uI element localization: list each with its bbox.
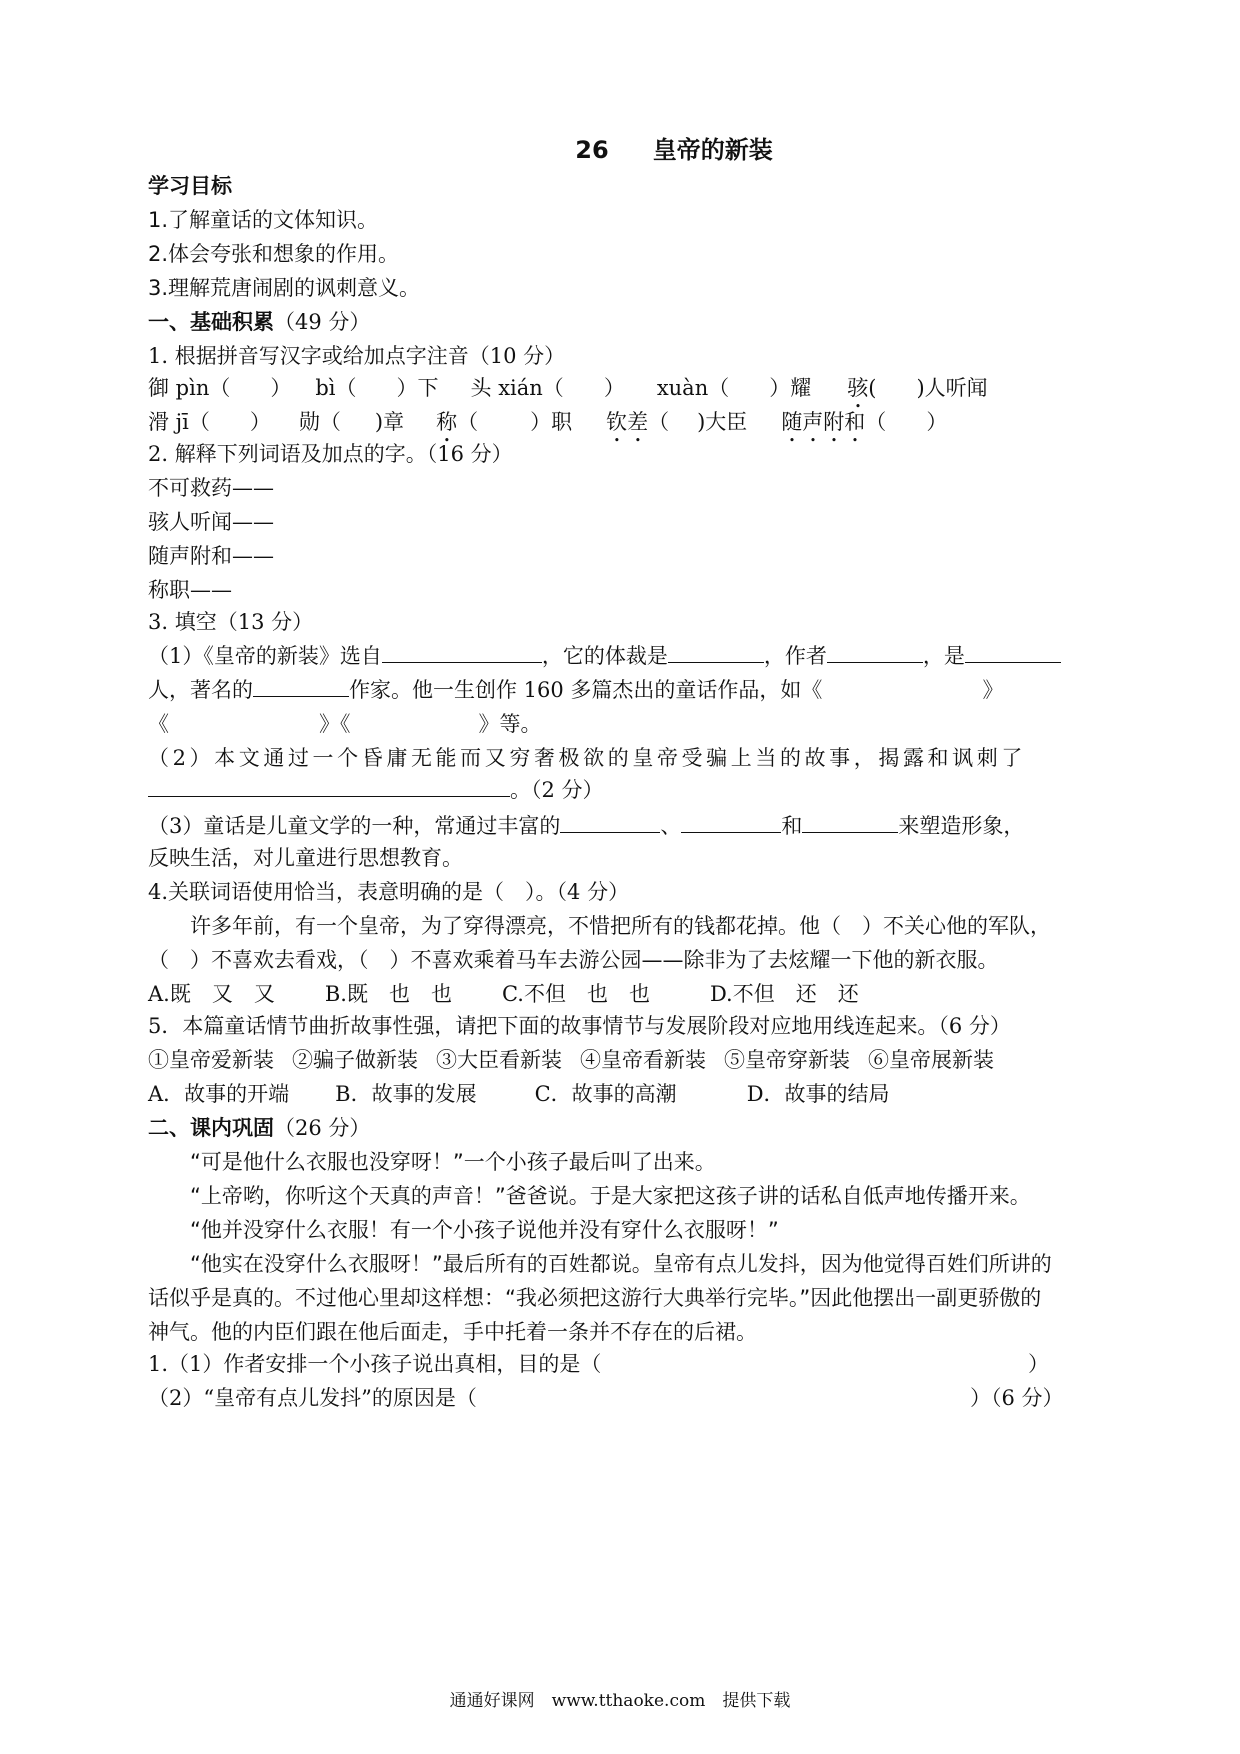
option-b[interactable]: B.既 也 也 bbox=[324, 982, 452, 1006]
pinyin-item: )人听闻 bbox=[916, 376, 988, 400]
section-heading bbox=[148, 308, 1100, 336]
answer-blank[interactable] bbox=[681, 812, 781, 833]
passage-line: “他并没穿什么衣服！有一个小孩子说他并没有穿什么衣服呀！” bbox=[190, 1218, 779, 1242]
pinyin-item: )章 bbox=[374, 410, 405, 434]
goal-item: 3.理解荒唐闹剧的讽刺意义。 bbox=[148, 276, 421, 300]
plot-item: ⑤皇帝穿新装 bbox=[724, 1048, 850, 1072]
fill-text: 。（2 分） bbox=[510, 778, 604, 802]
pinyin-item: xuàn（ bbox=[656, 376, 730, 400]
pinyin-item: 滑 jī（ bbox=[148, 410, 210, 434]
passage-line: 话似乎是真的。不过他心里却这样想：“我必须把这游行大典举行完毕。”因此他摆出一副更骄傲的 bbox=[148, 1286, 1042, 1310]
plot-item: ①皇帝爱新装 bbox=[148, 1048, 274, 1072]
answer-blank[interactable] bbox=[802, 812, 898, 833]
options-row bbox=[148, 980, 1100, 1008]
pinyin-item: 御 pìn（ bbox=[148, 376, 231, 400]
answer-blank[interactable] bbox=[560, 812, 660, 833]
page-footer: 通通好课网 www.tthaoke.com 提供下载 bbox=[449, 1691, 791, 1711]
section-title: 一、基础积累 bbox=[148, 310, 274, 334]
question-line bbox=[148, 1384, 1100, 1412]
plot-item: ③大臣看新装 bbox=[436, 1048, 562, 1072]
lesson-number: 26 bbox=[575, 136, 609, 164]
fill-line bbox=[148, 642, 1100, 670]
question-stem: 5．本篇童话情节曲折故事性强，请把下面的故事情节与发展阶段对应地用线连起来。（6 分） bbox=[148, 1014, 1011, 1038]
pinyin-item: ） bbox=[603, 376, 625, 400]
option-a[interactable]: A.既 又 又 bbox=[148, 982, 275, 1006]
stage-item: B．故事的发展 bbox=[335, 1082, 477, 1106]
answer-blank[interactable] bbox=[668, 642, 764, 663]
question-line bbox=[148, 1350, 1100, 1378]
fill-line bbox=[148, 710, 1100, 738]
plot-item: ⑥皇帝展新装 bbox=[868, 1048, 994, 1072]
pinyin-item: 勋（ bbox=[298, 410, 341, 434]
fill-text: 人，著名的 bbox=[148, 678, 253, 702]
fill-text: ，作者 bbox=[763, 644, 827, 668]
pinyin-item: ） bbox=[926, 410, 948, 434]
vocab-item: 称职—— bbox=[148, 578, 232, 602]
pinyin-item: ）职 bbox=[530, 410, 573, 434]
plot-row bbox=[148, 1046, 1100, 1074]
lesson-title: 皇帝的新装 bbox=[652, 136, 773, 164]
answer-blank[interactable] bbox=[827, 642, 923, 663]
section-score: （26 分） bbox=[274, 1116, 371, 1140]
stage-row bbox=[148, 1080, 1100, 1108]
section-score: （49 分） bbox=[274, 310, 371, 334]
fill-line bbox=[148, 676, 1100, 704]
question-stem: 1. 根据拼音写汉字或给加点字注音（10 分） bbox=[148, 344, 566, 368]
option-d[interactable]: D.不但 还 还 bbox=[709, 982, 859, 1006]
stage-item: A．故事的开端 bbox=[148, 1082, 290, 1106]
fill-text: 和 bbox=[781, 814, 803, 838]
fill-line bbox=[148, 776, 1100, 804]
stage-item: D．故事的结局 bbox=[746, 1082, 890, 1106]
fill-text: ，是 bbox=[922, 644, 965, 668]
pinyin-item: 钦差（ bbox=[606, 410, 670, 434]
answer-blank[interactable] bbox=[382, 642, 542, 663]
question-text: ） bbox=[1028, 1352, 1049, 1376]
fill-text: ，它的体裁是 bbox=[541, 644, 668, 668]
question-stem: 3. 填空（13 分） bbox=[148, 610, 314, 634]
plot-item: ②骗子做新装 bbox=[292, 1048, 418, 1072]
option-c[interactable]: C.不但 也 也 bbox=[501, 982, 650, 1006]
pinyin-item: 骇( bbox=[847, 376, 877, 400]
stage-item: C．故事的高潮 bbox=[534, 1082, 677, 1106]
answer-blank[interactable] bbox=[148, 776, 510, 797]
passage-line: 神气。他的内臣们跟在他后面走，手中托着一条并不存在的后裙。 bbox=[148, 1320, 757, 1344]
fill-text: 作家。他一生创作 160 多篇杰出的童话作品，如《 bbox=[349, 678, 823, 702]
passage-line: “上帝哟，你听这个天真的声音！”爸爸说。于是大家把这孩子讲的话私自低声地传播开来。 bbox=[190, 1184, 1031, 1208]
question-text: （2）“皇帝有点儿发抖”的原因是（ bbox=[148, 1386, 477, 1410]
pinyin-item: )大臣 bbox=[697, 410, 748, 434]
goal-item: 1.了解童话的文体知识。 bbox=[148, 208, 379, 232]
pinyin-item: ）耀 bbox=[769, 376, 812, 400]
fill-line bbox=[148, 812, 1100, 840]
section-heading bbox=[148, 1114, 1100, 1142]
pinyin-item: bì（ bbox=[315, 376, 357, 400]
passage-line: 许多年前，有一个皇帝，为了穿得漂亮，不惜把所有的钱都花掉。他（ ）不关心他的军队， bbox=[190, 914, 1051, 938]
vocab-item: 骇人听闻—— bbox=[148, 510, 274, 534]
question-text: ）（6 分） bbox=[970, 1386, 1064, 1410]
passage-line: “他实在没穿什么衣服呀！”最后所有的百姓都说。皇帝有点儿发抖，因为他觉得百姓们所讲的 bbox=[190, 1252, 1052, 1276]
pinyin-item: 称（ bbox=[436, 410, 479, 434]
page-title bbox=[148, 136, 1100, 164]
plot-item: ④皇帝看新装 bbox=[580, 1048, 706, 1072]
question-text: 1.（1）作者安排一个小孩子说出真相，目的是（ bbox=[148, 1352, 602, 1376]
pinyin-item: ） bbox=[249, 410, 271, 434]
vocab-item: 随声附和—— bbox=[148, 544, 274, 568]
passage-line: “可是他什么衣服也没穿呀！”一个小孩子最后叫了出来。 bbox=[190, 1150, 716, 1174]
question-stem: 4.关联词语使用恰当，表意明确的是（ ）。（4 分） bbox=[148, 880, 630, 904]
fill-text: 《 bbox=[148, 712, 169, 736]
goal-item: 2.体会夸张和想象的作用。 bbox=[148, 242, 400, 266]
fill-line: 反映生活，对儿童进行思想教育。 bbox=[148, 846, 463, 870]
goals-heading: 学习目标 bbox=[148, 174, 232, 198]
fill-text: 来塑造形象， bbox=[898, 814, 1025, 838]
fill-text: 》等。 bbox=[478, 712, 542, 736]
pinyin-item: ）下 bbox=[396, 376, 439, 400]
pinyin-item: ） bbox=[270, 376, 292, 400]
fill-text: （3）童话是儿童文学的一种，常通过丰富的 bbox=[148, 814, 561, 838]
vocab-item: 不可救药—— bbox=[148, 476, 274, 500]
fill-text: （1）《皇帝的新装》选自 bbox=[148, 644, 382, 668]
pinyin-item: 头 xián（ bbox=[470, 376, 564, 400]
answer-blank[interactable] bbox=[253, 676, 349, 697]
section-title: 二、课内巩固 bbox=[148, 1116, 274, 1140]
fill-text: 、 bbox=[660, 814, 682, 838]
fill-text: 》《 bbox=[319, 712, 351, 736]
passage-line: （ ）不喜欢去看戏，（ ）不喜欢乘着马车去游公园——除非为了去炫耀一下他的新衣服。 bbox=[148, 948, 999, 972]
fill-text: 》 bbox=[982, 678, 1004, 702]
pinyin-item: 随声附和（ bbox=[781, 410, 887, 434]
question-stem: 2. 解释下列词语及加点的字。（16 分） bbox=[148, 442, 513, 466]
fill-line: （2）本文通过一个昏庸无能而又穷奢极欲的皇帝受骗上当的故事，揭露和讽刺了 bbox=[148, 746, 1026, 770]
answer-blank[interactable] bbox=[965, 642, 1061, 663]
